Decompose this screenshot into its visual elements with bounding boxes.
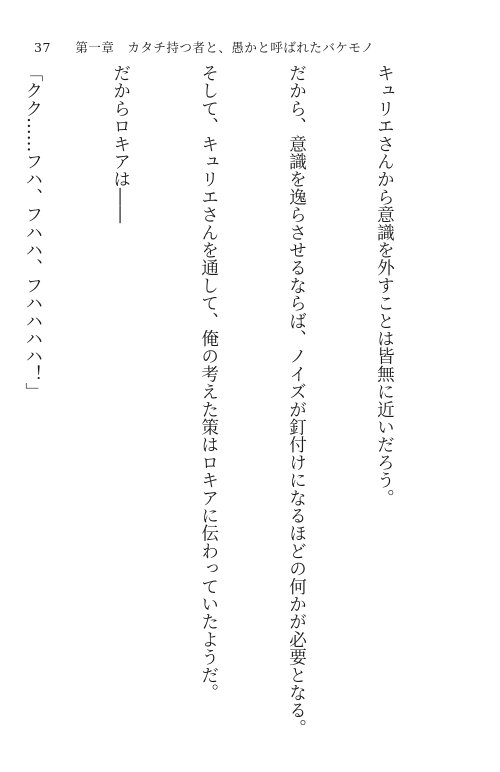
text-line: だから、意識を逸らさせるならば、ノイズが釘付けになるほどの何かが必要となる。 [286, 64, 307, 737]
text-line: そして、キュリエさんを通して、俺の考えた策はロキアに伝わっていたようだ。 [198, 64, 219, 702]
chapter-title: 第一章 カタチ持つ者と、愚かと呼ばれたバケモノ [75, 40, 375, 55]
text-line: だからロキアは―― [110, 64, 131, 224]
running-head [34, 38, 374, 56]
text-line: 「クク……フハ、フハハ、フハハハハ！」 [22, 64, 43, 401]
body-text [0, 64, 457, 737]
text-line: キュリエさんから意識を外すことは皆無に近いだろう。 [374, 64, 395, 507]
page-number: 37 [34, 40, 51, 55]
